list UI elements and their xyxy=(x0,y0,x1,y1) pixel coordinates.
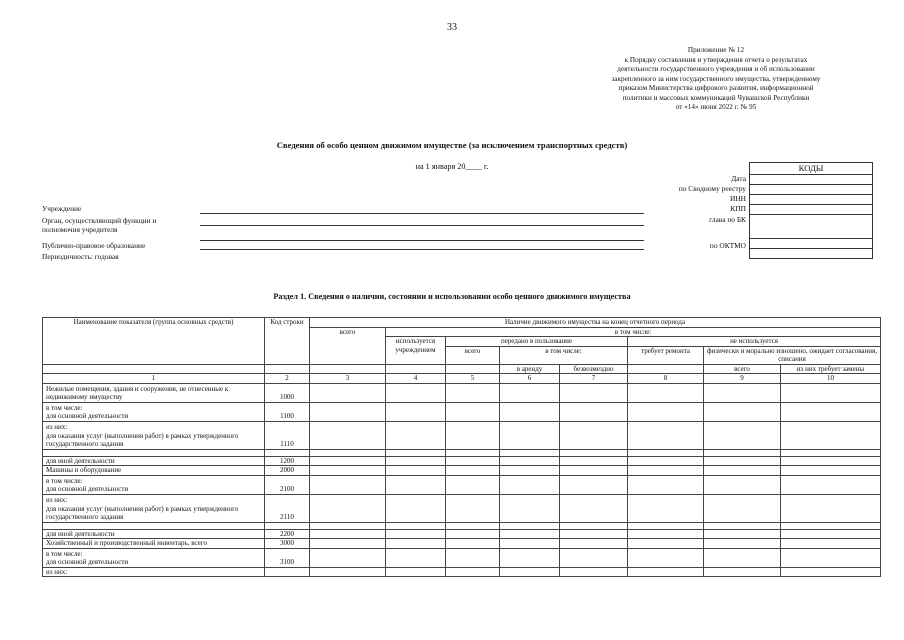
table-row xyxy=(43,466,881,476)
code-cell-kpp[interactable] xyxy=(750,205,873,215)
col-header-rent: в аренду xyxy=(500,364,560,374)
value-cell[interactable] xyxy=(628,475,704,494)
value-cell[interactable] xyxy=(781,466,881,476)
value-cell[interactable] xyxy=(500,494,560,522)
value-cell[interactable] xyxy=(446,383,500,402)
col-header-including: в том числе: xyxy=(386,327,881,337)
value-cell[interactable] xyxy=(781,494,881,522)
value-cell[interactable] xyxy=(704,466,781,476)
value-cell[interactable] xyxy=(628,522,704,529)
value-cell[interactable] xyxy=(310,383,386,402)
report-date: на 1 января 20____ г. xyxy=(415,162,489,171)
page-number: 33 xyxy=(447,22,457,33)
value-cell[interactable] xyxy=(628,539,704,549)
value-cell[interactable] xyxy=(704,539,781,549)
value-cell[interactable] xyxy=(310,456,386,466)
row-code: 1000 xyxy=(265,383,310,402)
appendix-line: приказом Министерства цифрового развития, информационной xyxy=(618,84,814,92)
value-cell[interactable] xyxy=(704,529,781,539)
column-number: 7 xyxy=(560,374,628,384)
founder-field-extra[interactable] xyxy=(200,240,644,241)
value-cell[interactable] xyxy=(500,522,560,529)
table-row xyxy=(43,567,881,577)
value-cell[interactable] xyxy=(386,494,446,522)
col-header-used: используется учреждением xyxy=(386,337,446,365)
value-cell[interactable] xyxy=(386,529,446,539)
value-cell[interactable] xyxy=(446,466,500,476)
value-cell[interactable] xyxy=(446,456,500,466)
row-name: Хозяйственный и производственный инвентарь, всего xyxy=(43,539,265,549)
appendix-line: закрепленного за ним государственного имущества, утвержденному xyxy=(611,74,821,83)
column-number: 4 xyxy=(386,374,446,384)
value-cell[interactable] xyxy=(310,548,386,567)
value-cell[interactable] xyxy=(310,475,386,494)
appendix-note xyxy=(576,46,856,113)
value-cell[interactable] xyxy=(704,567,781,577)
col-header-transferred-incl: в том числе: xyxy=(500,346,628,364)
value-cell[interactable] xyxy=(704,522,781,529)
value-cell[interactable] xyxy=(386,539,446,549)
value-cell[interactable] xyxy=(704,383,781,402)
value-cell[interactable] xyxy=(446,522,500,529)
column-number-row xyxy=(43,374,881,384)
col-header-worn-total: всего xyxy=(704,364,781,374)
value-cell[interactable] xyxy=(500,421,560,449)
value-cell[interactable] xyxy=(386,402,446,421)
code-label-kpp: КПП xyxy=(730,204,746,213)
column-number: 2 xyxy=(265,374,310,384)
value-cell[interactable] xyxy=(386,383,446,402)
row-name xyxy=(43,449,265,456)
row-code: 2000 xyxy=(265,466,310,476)
value-cell[interactable] xyxy=(704,548,781,567)
row-code xyxy=(265,567,310,577)
value-cell[interactable] xyxy=(386,548,446,567)
value-cell[interactable] xyxy=(386,522,446,529)
appendix-line: Приложение № 12 xyxy=(687,46,745,54)
value-cell[interactable] xyxy=(781,529,881,539)
value-cell[interactable] xyxy=(446,494,500,522)
value-cell[interactable] xyxy=(386,456,446,466)
value-cell[interactable] xyxy=(446,539,500,549)
founder-label: Орган, осуществляющий функции и полномочия учредителя xyxy=(42,216,157,234)
value-cell[interactable] xyxy=(446,449,500,456)
column-number: 9 xyxy=(704,374,781,384)
appendix-line: к Порядку составления и утверждения отчета о результатах xyxy=(624,55,808,64)
code-cell-inn[interactable] xyxy=(750,195,873,205)
value-cell[interactable] xyxy=(628,421,704,449)
value-cell[interactable] xyxy=(310,449,386,456)
value-cell[interactable] xyxy=(628,383,704,402)
periodicity-label: Периодичность: годовая xyxy=(42,252,119,261)
value-cell[interactable] xyxy=(310,421,386,449)
value-cell[interactable] xyxy=(500,567,560,577)
col-header-transferred: передано в пользование xyxy=(446,337,628,347)
column-number: 5 xyxy=(446,374,500,384)
value-cell[interactable] xyxy=(446,421,500,449)
table-row xyxy=(43,522,881,529)
value-cell[interactable] xyxy=(446,567,500,577)
row-name: Машины и оборудование xyxy=(43,466,265,476)
table-row xyxy=(43,494,881,522)
row-name: из них: для оказания услуг (выполнения работ) в рамках утвержденного государственного задания xyxy=(43,494,265,522)
appendix-line: от «14» июня 2022 г. № 95 xyxy=(675,103,757,111)
col-header-not-used: не используется xyxy=(628,337,881,347)
value-cell[interactable] xyxy=(386,475,446,494)
value-cell[interactable] xyxy=(628,494,704,522)
row-code xyxy=(265,522,310,529)
institution-label: Учреждение xyxy=(42,204,82,213)
col-header-spacer xyxy=(446,364,500,374)
value-cell[interactable] xyxy=(628,402,704,421)
code-label-date: Дата xyxy=(731,174,746,183)
table-row xyxy=(43,449,881,456)
value-cell[interactable] xyxy=(628,529,704,539)
value-cell[interactable] xyxy=(704,456,781,466)
column-number: 1 xyxy=(43,374,265,384)
value-cell[interactable] xyxy=(560,529,628,539)
value-cell[interactable] xyxy=(500,548,560,567)
row-name: Нежилые помещения, здания и сооружения, не отнесенные к недвижимому имуществу xyxy=(43,383,265,402)
value-cell[interactable] xyxy=(560,466,628,476)
col-header-worn: физически и морально изношено, ожидает согласования, списания xyxy=(704,346,881,364)
code-cell-registry[interactable] xyxy=(750,185,873,195)
property-table xyxy=(42,317,881,577)
value-cell[interactable] xyxy=(628,456,704,466)
col-header-total: всего xyxy=(310,327,386,364)
column-number: 10 xyxy=(781,374,881,384)
value-cell[interactable] xyxy=(500,449,560,456)
value-cell[interactable] xyxy=(781,522,881,529)
value-cell[interactable] xyxy=(628,466,704,476)
value-cell[interactable] xyxy=(560,475,628,494)
codes-table xyxy=(749,162,873,259)
row-code xyxy=(265,449,310,456)
value-cell[interactable] xyxy=(704,449,781,456)
value-cell[interactable] xyxy=(386,466,446,476)
value-cell[interactable] xyxy=(781,421,881,449)
value-cell[interactable] xyxy=(560,548,628,567)
value-cell[interactable] xyxy=(704,475,781,494)
table-row xyxy=(43,548,881,567)
table-row xyxy=(43,383,881,402)
value-cell[interactable] xyxy=(781,567,881,577)
code-label-inn: ИНН xyxy=(729,194,746,203)
appendix-line: политики и массовых коммуникаций Чувашской Республики xyxy=(622,93,810,102)
row-name: в том числе: для основной деятельности xyxy=(43,402,265,421)
row-name: для иной деятельности xyxy=(43,529,265,539)
col-header-needs-repair: требует ремонта xyxy=(628,346,704,364)
col-header-spacer xyxy=(43,364,265,374)
table-row xyxy=(43,539,881,549)
code-cell-date[interactable] xyxy=(750,175,873,185)
value-cell[interactable] xyxy=(386,449,446,456)
row-code: 2200 xyxy=(265,529,310,539)
row-code: 1110 xyxy=(265,421,310,449)
code-label-bk: глава по БК xyxy=(709,215,746,224)
public-entity-field[interactable] xyxy=(200,249,644,250)
value-cell[interactable] xyxy=(500,529,560,539)
value-cell[interactable] xyxy=(310,402,386,421)
value-cell[interactable] xyxy=(446,475,500,494)
value-cell[interactable] xyxy=(781,539,881,549)
column-number: 8 xyxy=(628,374,704,384)
public-entity-label: Публично-правовое образование xyxy=(42,241,146,250)
value-cell[interactable] xyxy=(386,567,446,577)
value-cell[interactable] xyxy=(310,539,386,549)
code-cell-bk[interactable] xyxy=(750,215,873,239)
value-cell[interactable] xyxy=(310,494,386,522)
col-header-name: Наименование показателя (группа основных средств) xyxy=(43,318,265,365)
value-cell[interactable] xyxy=(781,402,881,421)
row-code: 1100 xyxy=(265,402,310,421)
value-cell[interactable] xyxy=(500,539,560,549)
col-header-spacer xyxy=(310,364,386,374)
column-number: 3 xyxy=(310,374,386,384)
code-cell-oktmo[interactable] xyxy=(750,239,873,249)
row-name: для иной деятельности xyxy=(43,456,265,466)
value-cell[interactable] xyxy=(500,456,560,466)
value-cell[interactable] xyxy=(310,522,386,529)
value-cell[interactable] xyxy=(446,548,500,567)
code-label-registry: по Сводному реестру xyxy=(678,184,746,193)
table-row xyxy=(43,402,881,421)
value-cell[interactable] xyxy=(704,494,781,522)
value-cell[interactable] xyxy=(628,548,704,567)
row-code: 3000 xyxy=(265,539,310,549)
row-code: 3100 xyxy=(265,548,310,567)
value-cell[interactable] xyxy=(628,567,704,577)
col-header-availability: Наличие движимого имущества на конец отчетного периода xyxy=(310,318,881,328)
table-body xyxy=(43,383,881,577)
value-cell[interactable] xyxy=(386,421,446,449)
value-cell[interactable] xyxy=(560,494,628,522)
value-cell[interactable] xyxy=(781,548,881,567)
value-cell[interactable] xyxy=(446,402,500,421)
document-title: Сведения об особо ценном движимом имуществе (за исключением транспортных средств) xyxy=(276,140,628,150)
table-row xyxy=(43,456,881,466)
col-header-code: Код строки xyxy=(265,318,310,365)
table-row xyxy=(43,475,881,494)
value-cell[interactable] xyxy=(704,421,781,449)
row-code: 2110 xyxy=(265,494,310,522)
code-cell-periodicity[interactable] xyxy=(750,249,873,259)
value-cell[interactable] xyxy=(704,402,781,421)
value-cell[interactable] xyxy=(560,449,628,456)
value-cell[interactable] xyxy=(310,567,386,577)
value-cell[interactable] xyxy=(500,402,560,421)
value-cell[interactable] xyxy=(560,402,628,421)
value-cell[interactable] xyxy=(781,383,881,402)
value-cell[interactable] xyxy=(500,475,560,494)
table-row xyxy=(43,529,881,539)
row-name: из них: xyxy=(43,567,265,577)
col-header-spacer xyxy=(628,364,704,374)
appendix-line: деятельности государственного учреждения и об использовании xyxy=(617,65,815,73)
value-cell[interactable] xyxy=(560,522,628,529)
value-cell[interactable] xyxy=(560,421,628,449)
col-header-spacer xyxy=(386,364,446,374)
col-header-worn-replace: из них требует замены xyxy=(781,364,881,374)
value-cell[interactable] xyxy=(781,475,881,494)
codes-header: КОДЫ xyxy=(750,163,873,175)
section-title: Раздел 1. Сведения о наличии, состоянии и использовании особо ценного движимого имущества xyxy=(273,292,631,301)
value-cell[interactable] xyxy=(560,539,628,549)
col-header-spacer xyxy=(265,364,310,374)
row-name: в том числе: для основной деятельности xyxy=(43,548,265,567)
table-row xyxy=(43,421,881,449)
institution-field[interactable] xyxy=(200,213,644,214)
col-header-transferred-total: всего xyxy=(446,346,500,364)
value-cell[interactable] xyxy=(560,383,628,402)
column-number: 6 xyxy=(500,374,560,384)
value-cell[interactable] xyxy=(310,466,386,476)
value-cell[interactable] xyxy=(500,383,560,402)
row-name: из них: для оказания услуг (выполнения работ) в рамках утвержденного государственного задания xyxy=(43,421,265,449)
row-code: 1200 xyxy=(265,456,310,466)
value-cell[interactable] xyxy=(310,529,386,539)
value-cell[interactable] xyxy=(781,456,881,466)
row-name: в том числе: для основной деятельности xyxy=(43,475,265,494)
row-code: 2100 xyxy=(265,475,310,494)
value-cell[interactable] xyxy=(446,529,500,539)
col-header-free: безвозмездно xyxy=(560,364,628,374)
value-cell[interactable] xyxy=(628,449,704,456)
value-cell[interactable] xyxy=(781,449,881,456)
code-label-oktmo: по ОКТМО xyxy=(709,241,746,250)
value-cell[interactable] xyxy=(560,567,628,577)
value-cell[interactable] xyxy=(500,466,560,476)
value-cell[interactable] xyxy=(560,456,628,466)
founder-field[interactable] xyxy=(200,225,644,226)
row-name xyxy=(43,522,265,529)
